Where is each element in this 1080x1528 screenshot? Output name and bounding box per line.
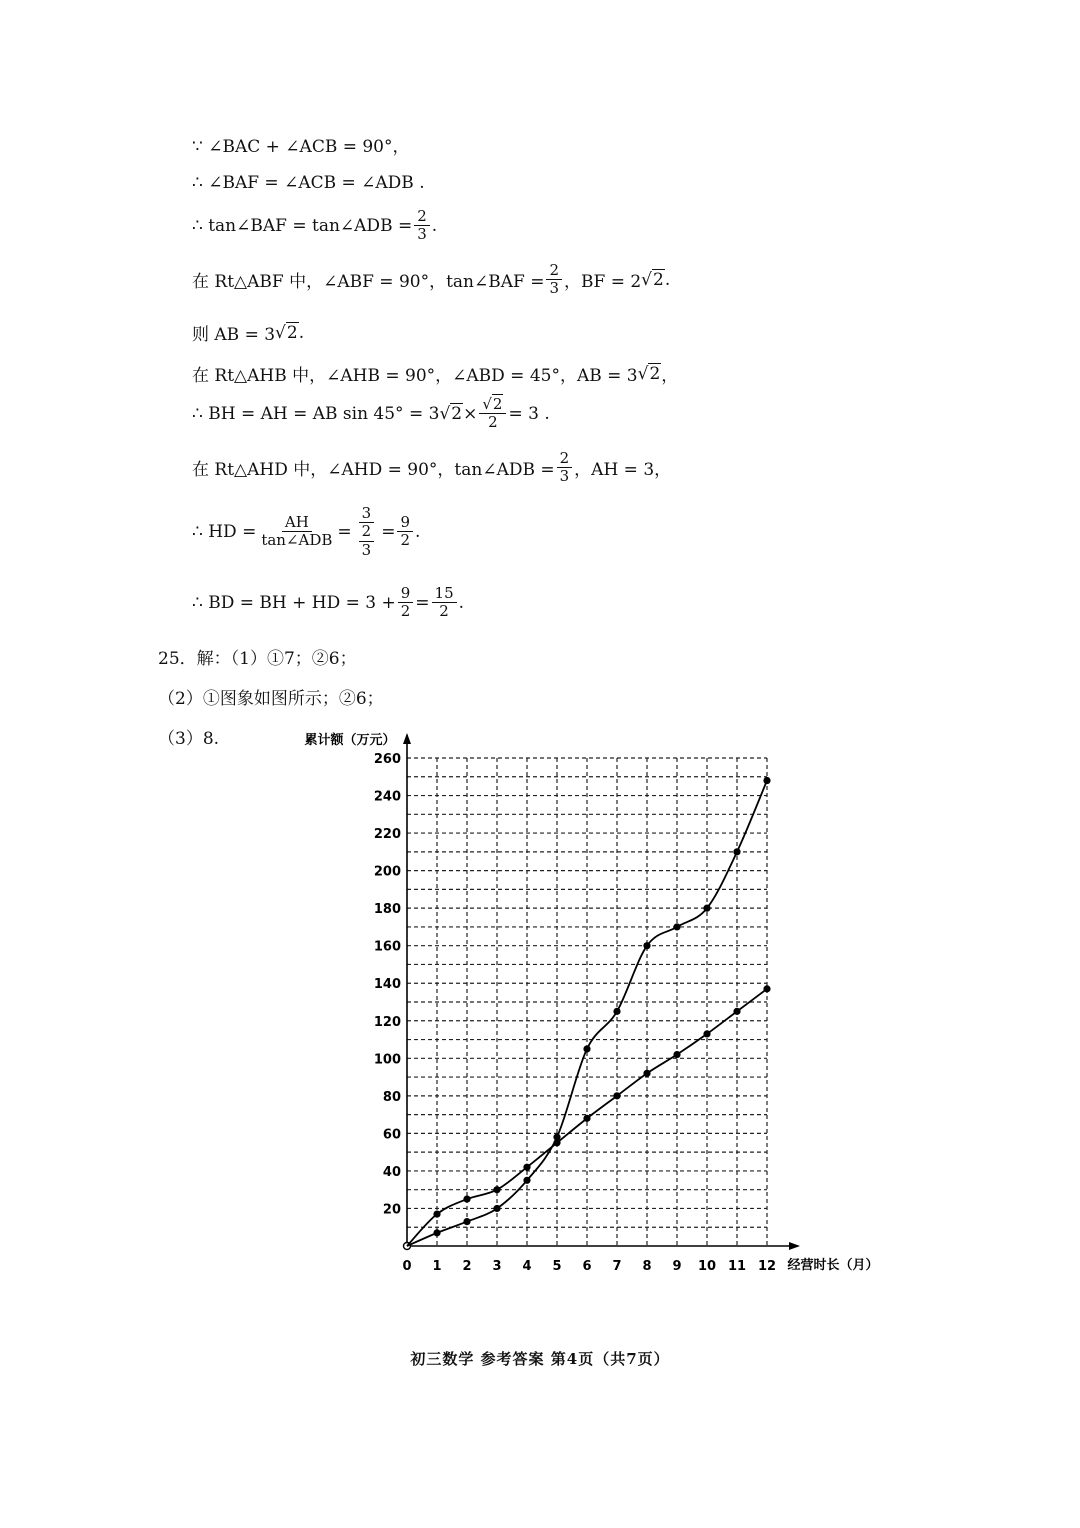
text-line: . (415, 521, 421, 542)
fraction: $\frac{√2}{2}$ (479, 396, 506, 432)
sqrt: √2 (637, 363, 661, 384)
data-point (643, 1070, 650, 1077)
data-point (583, 1115, 590, 1122)
data-point (523, 1177, 530, 1184)
data-point (493, 1186, 500, 1193)
text-line: ∴ BD = BH + HD = 3 + (192, 592, 396, 613)
data-point (703, 905, 710, 912)
sqrt: √2 (439, 403, 463, 424)
y-tick-label: 100 (373, 1052, 401, 1068)
fraction: $\frac{2}{3}$ (414, 208, 430, 244)
text-line: . (458, 592, 465, 613)
text-line: ， (661, 366, 679, 386)
text-line: 25．解：（1）①7；②6； (158, 649, 357, 669)
text-line: × (463, 403, 478, 424)
text-line: ∵ ∠BAC + ∠ACB = 90°， (192, 137, 410, 157)
y-tick-label: 260 (373, 752, 401, 767)
text-line: 则 AB = 3 (192, 325, 276, 345)
data-point (763, 985, 770, 992)
data-point (673, 1051, 680, 1058)
text-line: . (664, 269, 671, 290)
y-axis-arrow (403, 733, 411, 744)
x-tick-label: 1 (432, 1259, 442, 1274)
text-line: = (415, 592, 430, 613)
text-line: ∴ BH = AH = AB sin 45° = 3 (192, 403, 440, 424)
text-line: ∴ HD = (192, 521, 257, 542)
data-point (613, 1092, 620, 1099)
x-tick-label: 10 (697, 1259, 717, 1274)
x-tick-label: 5 (552, 1259, 562, 1274)
x-tick-label: 11 (727, 1259, 747, 1274)
fraction: $\frac{3}{\frac{2}{3}}$ (354, 505, 380, 559)
fraction: $\frac{2}{3}$ (546, 262, 562, 298)
data-point (643, 942, 650, 949)
text-line: 在 Rt△AHB 中，∠AHB = 90°，∠ABD = 45°，AB = 3 (192, 366, 638, 386)
text-line: = (337, 521, 352, 542)
text-line: = 3 . (508, 403, 550, 424)
data-point (733, 848, 740, 855)
fraction: $\frac{2}{3}$ (557, 450, 573, 486)
y-tick-label: 20 (382, 1202, 401, 1218)
data-point (433, 1229, 440, 1236)
data-point (613, 1008, 620, 1015)
sqrt: √2 (275, 322, 298, 343)
y-tick-label: 180 (373, 902, 401, 918)
y-tick-label: 200 (373, 864, 401, 880)
y-tick-label: 140 (373, 977, 401, 993)
sqrt: √2 (641, 269, 664, 290)
chart-grid (407, 758, 767, 1246)
x-tick-label: 9 (672, 1259, 682, 1274)
x-tick-label: 8 (642, 1259, 652, 1274)
data-point (583, 1045, 590, 1052)
text-line: . (298, 322, 305, 343)
y-tick-label: 160 (373, 939, 401, 955)
data-point (433, 1210, 440, 1217)
data-point (553, 1139, 560, 1146)
data-point (523, 1164, 530, 1171)
fraction: $\frac{AH}{\text{tan∠ADB}}$ (261, 513, 333, 550)
text-line: . (431, 215, 438, 236)
text-line: = (381, 521, 396, 542)
data-point (733, 1008, 740, 1015)
data-point (703, 1030, 710, 1037)
y-axis-label: 累计额（万元） (304, 733, 396, 748)
data-point (493, 1205, 500, 1212)
text-line: ，BF = 2 (564, 272, 642, 293)
text-line: ∴ ∠BAF = ∠ACB = ∠ADB . (192, 173, 425, 193)
data-point (673, 923, 680, 930)
page-footer: 初三数学 参考答案 第4页（共7页） (410, 1350, 670, 1368)
y-tick-label: 80 (382, 1089, 401, 1105)
y-tick-label: 40 (382, 1164, 401, 1180)
x-tick-label: 4 (522, 1259, 532, 1274)
data-point (463, 1195, 470, 1202)
text-line: 在 Rt△ABF 中，∠ABF = 90°，tan∠BAF = (192, 272, 545, 293)
text-line: （3）8. (158, 729, 220, 749)
x-axis-label: 经营时长（月） (787, 1258, 879, 1273)
x-tick-label: 7 (612, 1259, 622, 1274)
y-tick-label: 60 (382, 1127, 401, 1143)
chart-ticks (374, 752, 776, 1274)
fraction: $\frac{9}{2}$ (397, 514, 413, 550)
x-tick-label: 2 (462, 1259, 472, 1274)
text-line: 在 Rt△AHD 中，∠AHD = 90°，tan∠ADB = (192, 460, 555, 481)
x-tick-label: 0 (402, 1259, 412, 1274)
text-line: （2）①图象如图所示；②6； (158, 689, 384, 709)
chart-axes (403, 733, 800, 1250)
fraction: $\frac{15}{2}$ (432, 585, 457, 621)
y-tick-label: 240 (373, 789, 401, 805)
chart-points (433, 777, 770, 1237)
text-line: ，AH = 3， (574, 460, 672, 481)
x-tick-label: 3 (492, 1259, 502, 1274)
y-tick-label: 220 (373, 827, 401, 843)
x-axis-arrow (789, 1242, 800, 1250)
data-point (763, 777, 770, 784)
fraction: $\frac{9}{2}$ (398, 585, 414, 621)
x-tick-label: 12 (757, 1259, 777, 1274)
x-tick-label: 6 (582, 1259, 592, 1274)
data-point (463, 1218, 470, 1225)
text-line: ∴ tan∠BAF = tan∠ADB = (192, 215, 413, 236)
y-tick-label: 120 (373, 1014, 401, 1030)
